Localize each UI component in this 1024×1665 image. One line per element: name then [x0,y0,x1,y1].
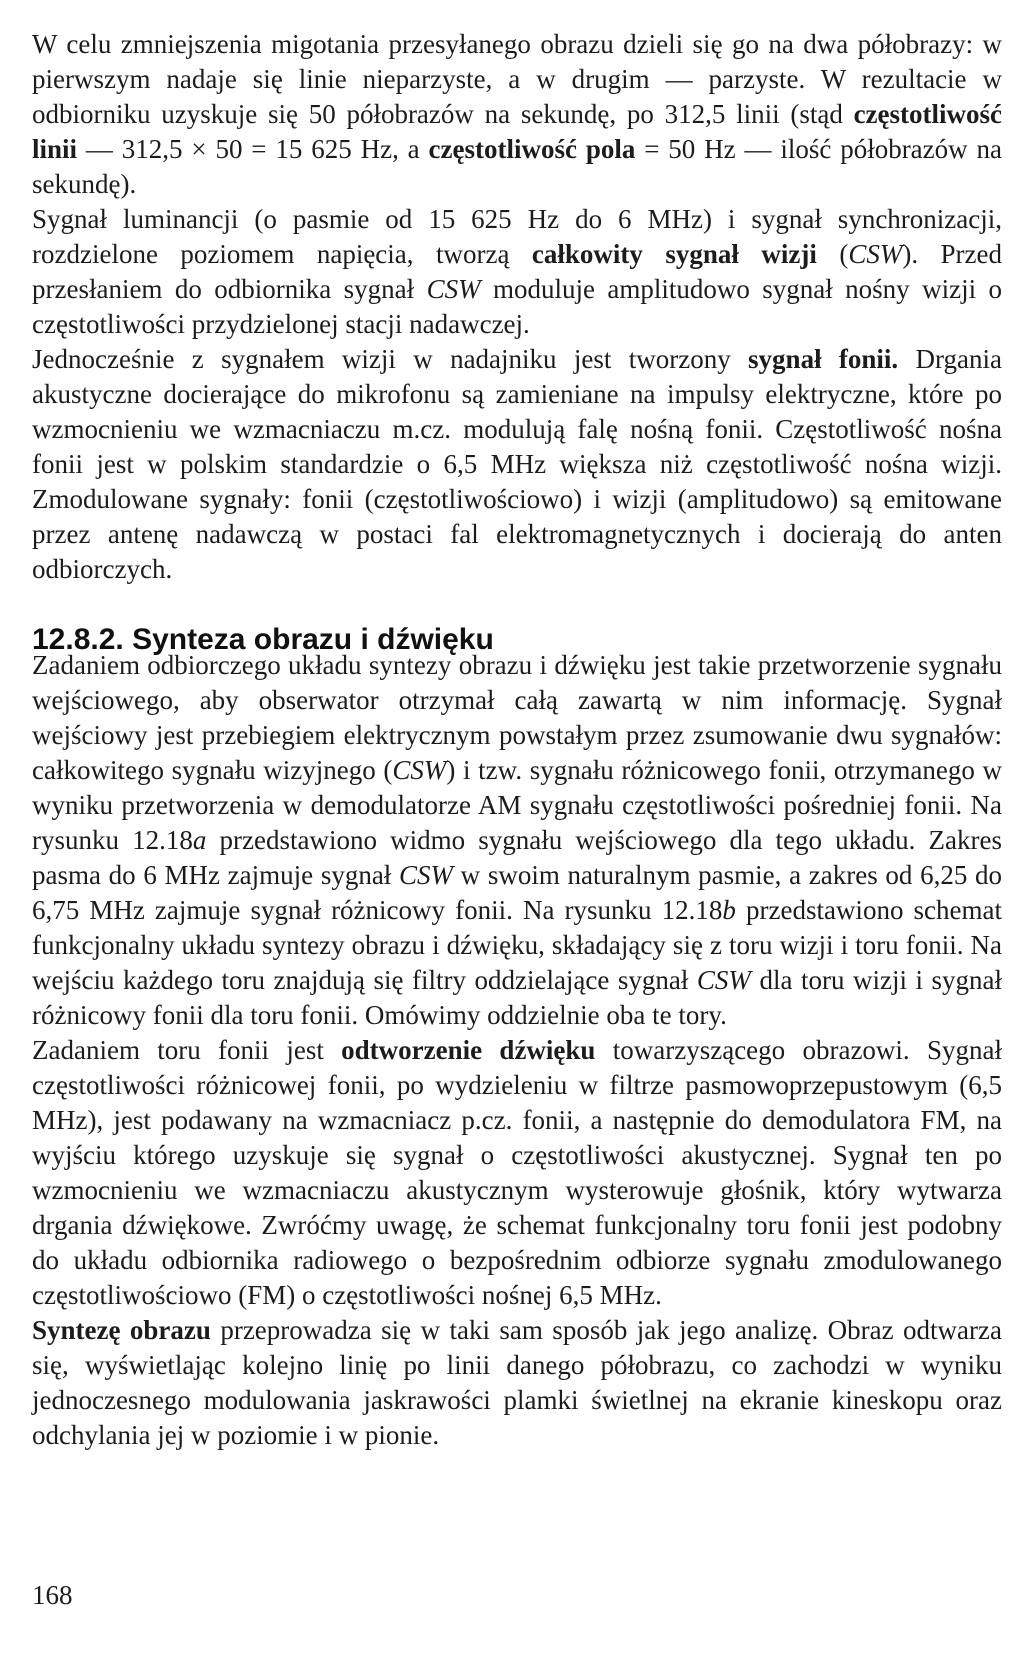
text-run: W celu zmniejszenia migotania przesyłanego obrazu dzieli się go na dwa półobrazy: w pierwszym nadaje się linie nieparzyste, a w drugim — parzyste. W rezultacie w odbiorniku uzyskuje się 50 półobrazów na sekundę, po 312,5 linii (stąd [32,29,1002,129]
text-run: ( [816,239,849,269]
text-run: przeprowadza się w taki sam sposób jak jego analizę. Obraz odtwarza się, wyświetlając kolejno linię po linii danego półobrazu, co zachodzi w wyniku jednoczesnego modulowania jaskrawości plamki świetlnej na ekranie kineskopu oraz odchylania jej w poziomie i w pionie. [32,1315,1002,1450]
paragraph [32,648,1002,1033]
text-run: towarzyszącego obrazowi. Sygnał częstotliwości różnicowej fonii, po wydzieleniu w filtrze pasmowoprzepustowym (6,5 MHz), jest podawany na wzmacniacz p.cz. fonii, a następnie do demodulatora FM, na wyjściu którego uzyskuje się sygnał o częstotliwości akustycznej. Sygnał ten po wzmocnieniu we wzmacniaczu akustycznym wysterowuje głośnik, który wytwarza drgania dźwiękowe. Zwróćmy uwagę, że schemat funkcjonalny toru fonii jest podobny do układu odbiornika radiowego o bezpośrednim odbiorze sygnału zmodulowanego częstotliwościowo (FM) o częstotliwości nośnej 6,5 MHz. [32,1035,1002,1310]
section-heading: 12.8.2. Synteza obrazu i dźwięku [32,623,494,656]
text-run: Zadaniem odbiorczego układu syntezy obrazu i dźwięku jest takie przetworzenie sygnału wejściowego, aby obserwator otrzymał całą zawartą w nim informację. Sygnał wejściowy jest przebiegiem elektrycznym powstałym przez zsumowanie dwu sygnałów: całkowitego sygnału wizyjnego ( [32,650,1002,785]
page-number: 168 [32,1580,73,1610]
bold-term: sygnał fonii. [748,344,899,374]
italic-term: CSW [848,239,903,269]
italic-term: CSW [399,860,453,890]
text-run: przedstawiono widmo sygnału wejściowego dla tego układu. Zakres pasma do 6 MHz zajmuje sygnał [32,825,1003,890]
bold-term: częstotliwość linii [32,99,1002,164]
text-run: Drgania akustyczne docierające do mikrofonu są zamieniane na impulsy elektryczne, które po wzmocnieniu we wzmacniaczu m.cz. modulują falę nośną fonii. Częstotliwość nośna fonii jest w polskim standardzie o 6,5 MHz większa niż częstotliwość nośna wizji. Zmodulowane sygnały: fonii (częstotliwościowo) i wizji (amplitudowo) są emitowane przez antenę nadawczą w postaci fal elektromagnetycznych i docierają do anten odbiorczych. [32,344,1002,584]
text-run: = 50 Hz — ilość półobrazów na sekundę). [32,134,1002,199]
text-run: przedstawiono schemat funkcjonalny układu syntezy obrazu i dźwięku, składający się z toru wizji i toru fonii. Na wejściu każdego toru znajdują się filtry oddzielające sygnał [32,895,1002,995]
text-run: Sygnał luminancji (o pasmie od 15 625 Hz do 6 MHz) i sygnał synchronizacji, rozdzielone poziomem napięcia, tworzą [32,204,1002,269]
italic-term: CSW [696,965,751,995]
paragraph [32,342,1002,587]
italic-term: CSW [426,274,481,304]
paragraph [32,202,1002,342]
italic-term: a [192,825,207,855]
text-run: w swoim naturalnym pasmie, a zakres od 6,25 do 6,75 MHz zajmuje sygnał różnicowy fonii. Na rysunku 12.18 [32,860,1002,925]
paragraph [32,1033,1002,1313]
text-run: dla toru wizji i sygnał różnicowy fonii dla toru fonii. Omówimy oddzielnie oba te tory. [32,965,1002,1030]
top-text-block [32,27,1002,587]
italic-term: CSW [392,755,447,785]
bold-term: odtworzenie dźwięku [341,1035,596,1065]
text-run: — 312,5 × 50 = 15 625 Hz, a [77,134,429,164]
bold-term: częstotliwość pola [428,134,636,164]
bottom-text-block [32,648,1002,1453]
text-run: ) i tzw. sygnału różnicowego fonii, otrzymanego w wyniku przetworzenia w demodulatorze AM sygnału częstotliwości pośredniej fonii. Na rysunku 12.18 [32,755,1002,855]
text-run: ). Przed przesłaniem do odbiornika sygnał [32,239,1003,304]
paragraph [32,27,1002,202]
text-run: moduluje amplitudowo sygnał nośny wizji o częstotliwości przydzielonej stacji nadawczej. [32,274,1002,339]
paragraph [32,1313,1002,1453]
bold-term: całkowity sygnał wizji [531,239,817,269]
text-run: Jednocześnie z sygnałem wizji w nadajniku jest tworzony [32,344,749,374]
text-run: Zadaniem toru fonii jest [32,1035,342,1065]
bold-term: Syntezę obrazu [32,1315,211,1345]
italic-term: b [722,895,736,925]
